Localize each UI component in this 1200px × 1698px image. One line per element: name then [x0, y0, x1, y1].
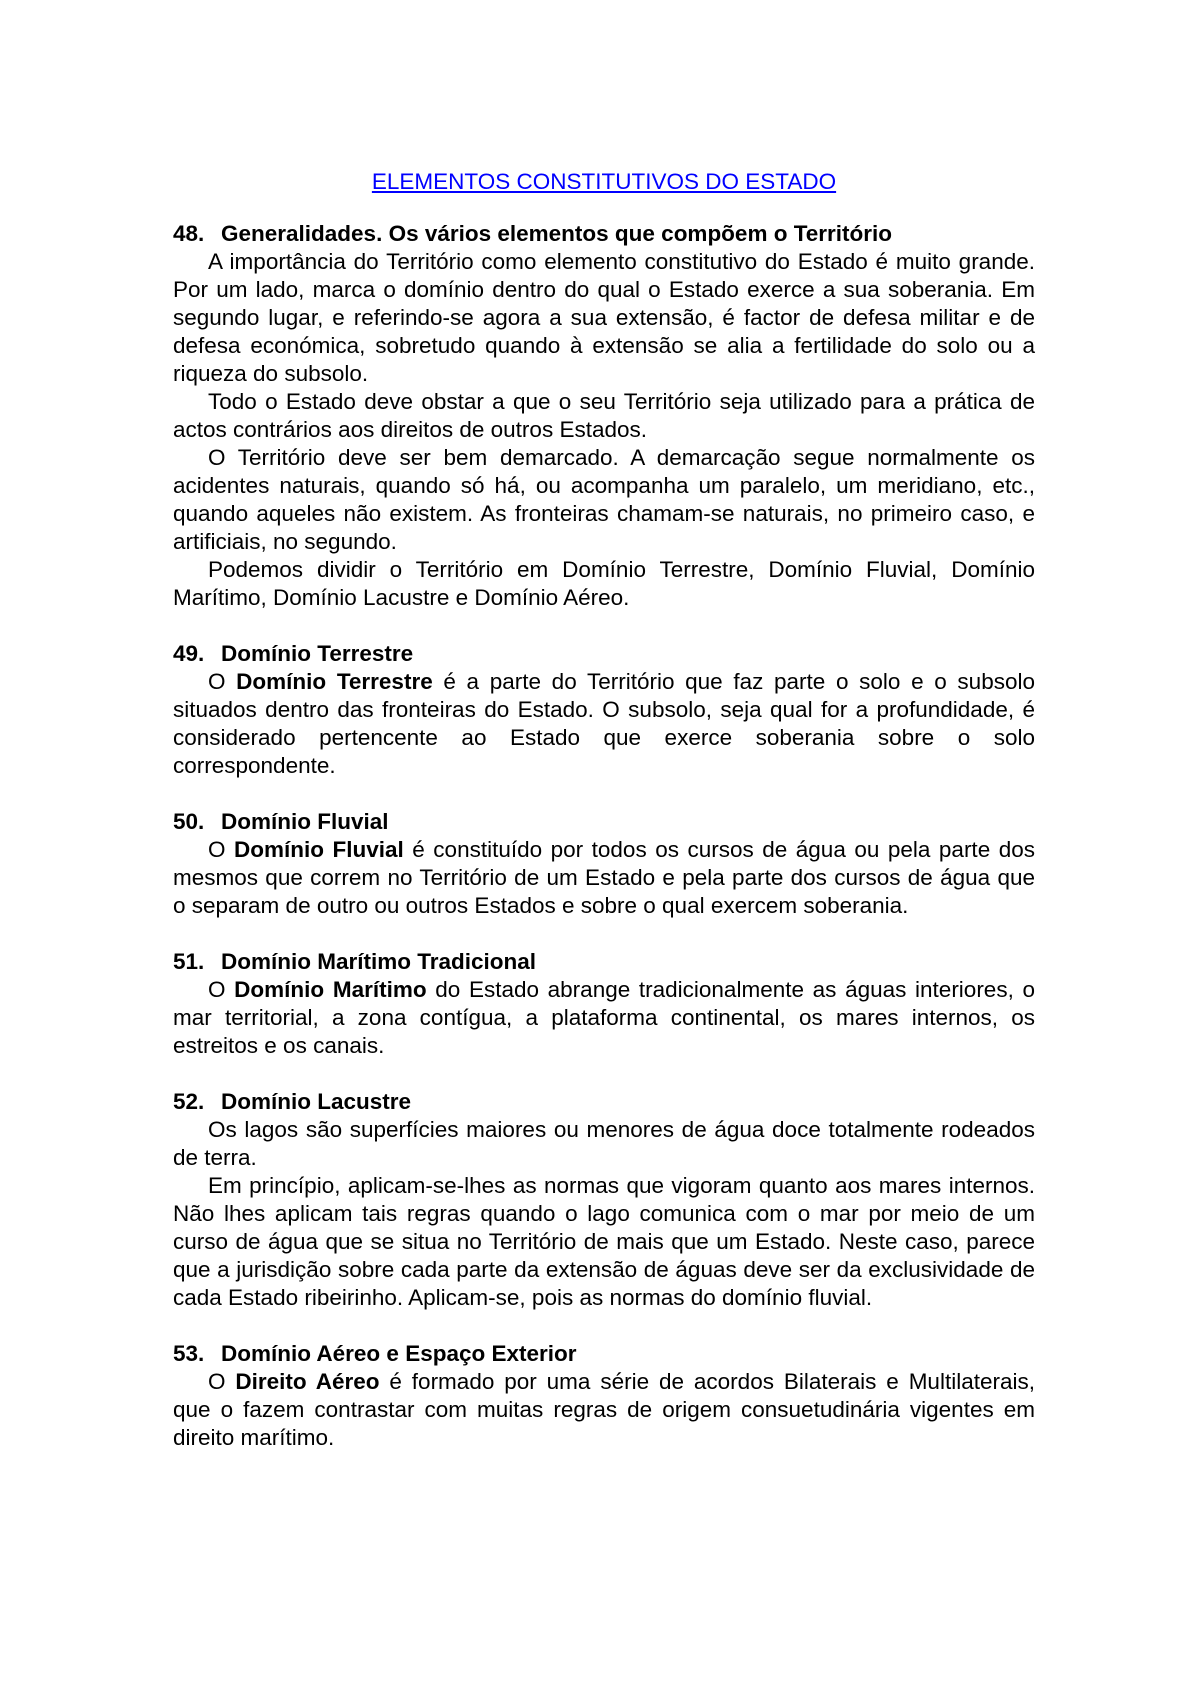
section-title: Domínio Lacustre — [221, 1089, 412, 1114]
bold-term: Domínio Terrestre — [236, 669, 433, 694]
paragraph-body: é constituído por todos os cursos de água ou pela parte dos mesmos que correm no Território de um Estado e pela parte dos cursos de água que o separam de outro ou outros Estados e sobre o qual exercem soberania. — [173, 837, 1035, 918]
paragraph: Em princípio, aplicam-se-lhes as normas que vigoram quanto aos mares internos. Não lhes aplicam tais regras quando o lago comunica com o mar por meio de um curso de água que se situa no Território de mais que um Estado. Neste caso, parece que a jurisdição sobre cada parte da extensão de águas deve ser da exclusividade de cada Estado ribeirinho. Aplicam-se, pois as normas do domínio fluvial. — [173, 1173, 1035, 1310]
section-number: 53. — [173, 1341, 205, 1366]
section-title: Domínio Aéreo e Espaço Exterior — [221, 1341, 577, 1366]
paragraph-lead: O — [208, 1369, 236, 1394]
section-52 — [173, 1088, 1035, 1312]
section-50 — [173, 808, 1035, 920]
paragraph: O Território deve ser bem demarcado. A demarcação segue normalmente os acidentes naturais, quando só há, ou acompanha um paralelo, um meridiano, etc., quando aqueles não existem. As fronteiras chamam-se naturais, no primeiro caso, e artificiais, no segundo. — [173, 445, 1035, 554]
section-heading — [173, 1088, 1035, 1116]
section-heading — [173, 808, 1035, 836]
section-title: Domínio Marítimo Tradicional — [221, 949, 537, 974]
section-48 — [173, 220, 1035, 612]
document-page — [173, 168, 1035, 1452]
bold-term: Domínio Fluvial — [234, 837, 404, 862]
paragraph — [173, 976, 1035, 1060]
paragraph-body: é a parte do Território que faz parte o solo e o subsolo situados dentro das fronteiras do Estado. O subsolo, seja qual for a profundidade, é considerado pertencente ao Estado que exerce soberania sobre o solo correspondente. — [173, 669, 1035, 778]
bold-term: Direito Aéreo — [235, 1369, 380, 1394]
paragraph-body: é formado por uma série de acordos Bilaterais e Multilaterais, que o fazem contrastar com muitas regras de origem consuetudinária vigentes em direito marítimo. — [173, 1369, 1035, 1450]
paragraph: Podemos dividir o Território em Domínio Terrestre, Domínio Fluvial, Domínio Marítimo, Domínio Lacustre e Domínio Aéreo. — [173, 557, 1035, 610]
paragraph: A importância do Território como elemento constitutivo do Estado é muito grande. Por um lado, marca o domínio dentro do qual o Estado exerce a sua soberania. Em segundo lugar, e referindo-se agora a sua extensão, é factor de defesa militar e de defesa económica, sobretudo quando à extensão se alia a fertilidade do solo ou a riqueza do subsolo. — [173, 249, 1035, 386]
section-49 — [173, 640, 1035, 780]
paragraph — [173, 836, 1035, 920]
section-heading — [173, 640, 1035, 668]
section-number: 49. — [173, 641, 205, 666]
section-heading — [173, 1340, 1035, 1368]
bold-term: Domínio Marítimo — [234, 977, 427, 1002]
section-number: 50. — [173, 809, 205, 834]
paragraph — [173, 1368, 1035, 1452]
paragraph: Todo o Estado deve obstar a que o seu Território seja utilizado para a prática de actos contrários aos direitos de outros Estados. — [173, 389, 1035, 442]
section-number: 51. — [173, 949, 205, 974]
section-title: Generalidades. Os vários elementos que compõem o Território — [221, 221, 893, 246]
section-number: 52. — [173, 1089, 205, 1114]
section-51 — [173, 948, 1035, 1060]
section-53 — [173, 1340, 1035, 1452]
section-title: Domínio Terrestre — [221, 641, 414, 666]
paragraph-lead: O — [208, 977, 235, 1002]
section-heading — [173, 948, 1035, 976]
paragraph — [173, 668, 1035, 780]
paragraph: Os lagos são superfícies maiores ou menores de água doce totalmente rodeados de terra. — [173, 1117, 1035, 1170]
paragraph-body: do Estado abrange tradicionalmente as águas interiores, o mar territorial, a zona contígua, a plataforma continental, os mares internos, os estreitos e os canais. — [173, 977, 1036, 1058]
section-title: Domínio Fluvial — [221, 809, 389, 834]
section-number: 48. — [173, 221, 205, 246]
paragraph-lead: O — [208, 669, 237, 694]
paragraph-lead: O — [208, 837, 235, 862]
document-title: ELEMENTOS CONSTITUTIVOS DO ESTADO — [371, 169, 837, 194]
section-heading — [173, 220, 1035, 248]
